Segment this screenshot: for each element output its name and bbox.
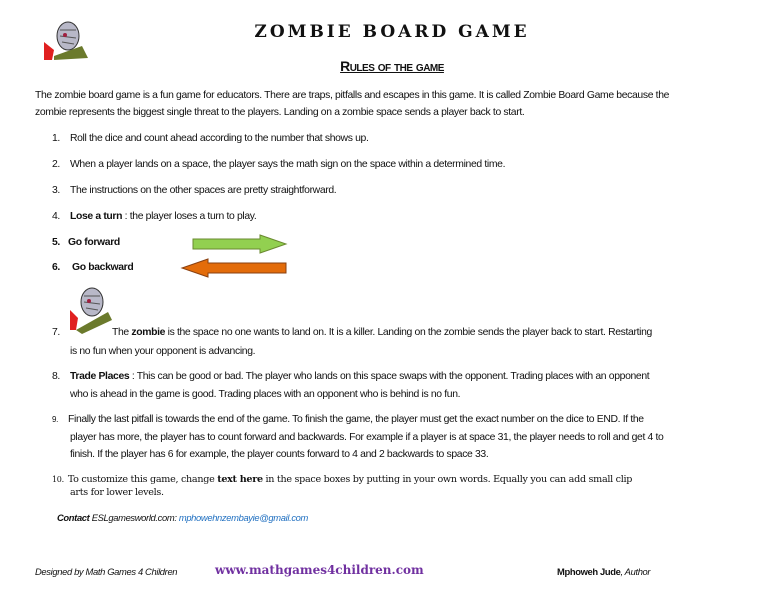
rule-9-line: player has more, the player has to count forward and backwards. For example if a player is at space 31, the player needs to roll and get 4 to [70,432,664,443]
rule-7 [52,327,652,338]
backward-arrow-icon [180,258,288,278]
rule-2 [52,159,505,170]
rule-number: 7. [52,327,60,338]
rule-9 [52,414,644,425]
rule-keyword: text here [217,474,263,485]
footer-url-link[interactable]: www.mathgames4children.com [215,563,424,577]
rule-keyword: zombie [131,327,166,338]
author-role: , Author [620,566,651,577]
contact-line [57,512,308,523]
author-name: Mphoweh Jude [557,566,621,577]
footer-designed-by: Designed by Math Games 4 Children [35,566,178,577]
rule-number: 10. [52,475,64,484]
rule-text: The instructions on the other spaces are pretty straightforward. [69,185,337,196]
rule-number: 5. [52,237,60,248]
rule-number: 9. [52,415,58,424]
rule-keyword: Go backward [71,262,134,273]
intro-line: zombie represents the biggest single threat to the players. Landing on a zombie space sends a player back to start. [35,107,525,118]
rule-number: 2. [52,159,60,170]
rule-text: Roll the dice and count ahead according to the number that shows up. [69,133,369,144]
rule-8-line2: who is ahead in the game is good. Trading places with an opponent who is behind is no fun. [70,389,461,400]
page-subtitle: Rules of the game [340,58,444,74]
rule-text: Finally the last pitfall is towards the end of the game. To finish the game, the player must get the exact number on the dice to END. If the [67,414,644,425]
rule-number: 1. [52,133,60,144]
rule-8 [52,371,649,382]
page-title: ZOMBIE BOARD GAME [254,22,530,42]
rule-number: 3. [52,185,60,196]
contact-email-link[interactable]: mphowehnzembayie@gmail.com [178,512,308,523]
rule-text: When a player lands on a space, the player says the math sign on the space within a determined time. [69,159,506,170]
rule-keyword: Trade Places [69,371,130,382]
rule-text: : This can be good or bad. The player who lands on this space swaps with the opponent. Trading places with an opponent [129,371,650,382]
rule-number: 8. [52,371,60,382]
rule-keyword: Go forward [67,237,120,248]
rule-text: : the player loses a turn to play. [122,211,257,222]
rule-4 [52,211,256,222]
rule-3 [52,185,336,196]
rule-text: The [111,327,132,338]
intro-line: The zombie board game is a fun game for educators. There are traps, pitfalls and escapes in this game. It is called Zombie Board Game because the [35,90,670,101]
rule-10 [52,474,632,485]
footer-author [557,566,650,577]
rule-text: To customize this game, change [67,474,218,485]
rule-text: is the space no one wants to land on. It is a killer. Landing on the zombie sends the player back to start. Restarting [165,327,652,338]
contact-label: Contact [57,512,90,523]
rule-number: 4. [52,211,60,222]
rule-keyword: Lose a turn [69,211,123,222]
rule-6 [52,262,133,273]
rule-7-line2: is no fun when your opponent is advancing. [70,346,256,357]
contact-site: ESLgamesworld.com: [89,512,179,523]
rule-1 [52,133,369,144]
rule-text: in the space boxes by putting in your own words. Equally you can add small clip [262,474,633,485]
forward-arrow-icon [192,234,288,254]
rule-10-line2: arts for lower levels. [70,487,164,498]
rule-5 [52,237,120,248]
rule-number: 6. [52,262,60,273]
rule-9-line: finish. If the player has 6 for example, the player counts forward to 4 and 2 backwards to space 33. [70,449,489,460]
